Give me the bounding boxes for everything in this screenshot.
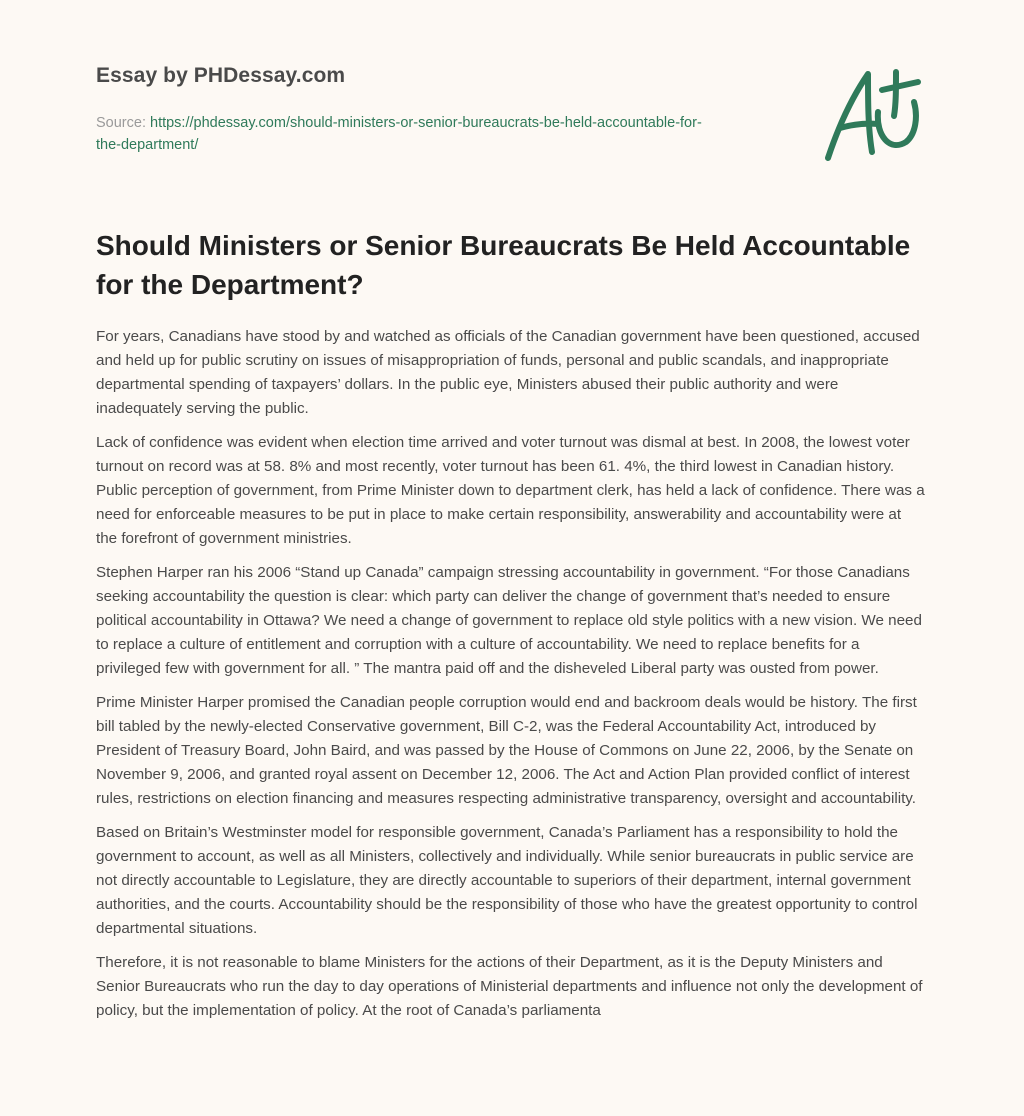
article-title: Should Ministers or Senior Bureaucrats Be Held Accountable for the Department? <box>96 230 911 300</box>
a-plus-logo-icon <box>820 66 930 166</box>
paragraph: Therefore, it is not reasonable to blame Ministers for the actions of their Department, as it is the Deputy Ministers and Senior Bureaucrats who run the day to day operations of Ministerial departments and influence not only the development of policy, but the implementation of policy. At the root of Canada’s parliamenta <box>96 954 923 1019</box>
paragraph: Lack of confidence was evident when election time arrived and voter turnout was dismal at best. In 2008, the lowest voter turnout on record was at 58. 8% and most recently, voter turnout has been 61. 4%, the third lowest in Canadian history. Public perception of government, from Prime Minister down to department clerk, has held a lack of confidence. There was a need for enforceable measures to be put in place to make certain responsibility, answerability and accountability were at the forefront of government ministries. <box>96 434 925 547</box>
site-brand: Essay by PHDessay.com <box>96 64 346 87</box>
source-line <box>96 112 716 156</box>
article-body <box>96 325 926 1033</box>
source-label: Source: <box>96 115 150 131</box>
paragraph: Stephen Harper ran his 2006 “Stand up Canada” campaign stressing accountability in government. “For those Canadians seeking accountability the question is clear: which party can deliver the change of government that’s needed to ensure political accountability in Ottawa? We need a change of government to replace old style politics with a new vision. We need to replace a culture of entitlement and corruption with a culture of accountability. We need to replace benefits for a privileged few with government for all. ” The mantra paid off and the disheveled Liberal party was ousted from power. <box>96 564 922 677</box>
paragraph: Based on Britain’s Westminster model for responsible government, Canada’s Parliament has a responsibility to hold the government to account, as well as all Ministers, collectively and individually. While senior bureaucrats in public service are not directly accountable to Legislature, they are directly accountable to superiors of their department, internal government authorities, and the courts. Accountability should be the responsibility of those who have the greatest opportunity to control departmental situations. <box>96 824 918 937</box>
source-link[interactable]: https://phdessay.com/should-ministers-or-senior-bureaucrats-be-held-accountable-for-the-department/ <box>96 115 702 153</box>
paragraph: For years, Canadians have stood by and watched as officials of the Canadian government have been questioned, accused and held up for public scrutiny on issues of misappropriation of funds, personal and public scandals, and inappropriate departmental spending of taxpayers’ dollars. In the public eye, Ministers abused their public authority and were inadequately serving the public. <box>96 328 920 417</box>
paragraph: Prime Minister Harper promised the Canadian people corruption would end and backroom deals would be history. The first bill tabled by the newly-elected Conservative government, Bill C-2, was the Federal Accountability Act, introduced by President of Treasury Board, John Baird, and was passed by the House of Commons on June 22, 2006, by the Senate on November 9, 2006, and granted royal assent on December 12, 2006. The Act and Action Plan provided conflict of interest rules, restrictions on election financing and measures respecting administrative transparency, oversight and accountability. <box>96 694 917 807</box>
